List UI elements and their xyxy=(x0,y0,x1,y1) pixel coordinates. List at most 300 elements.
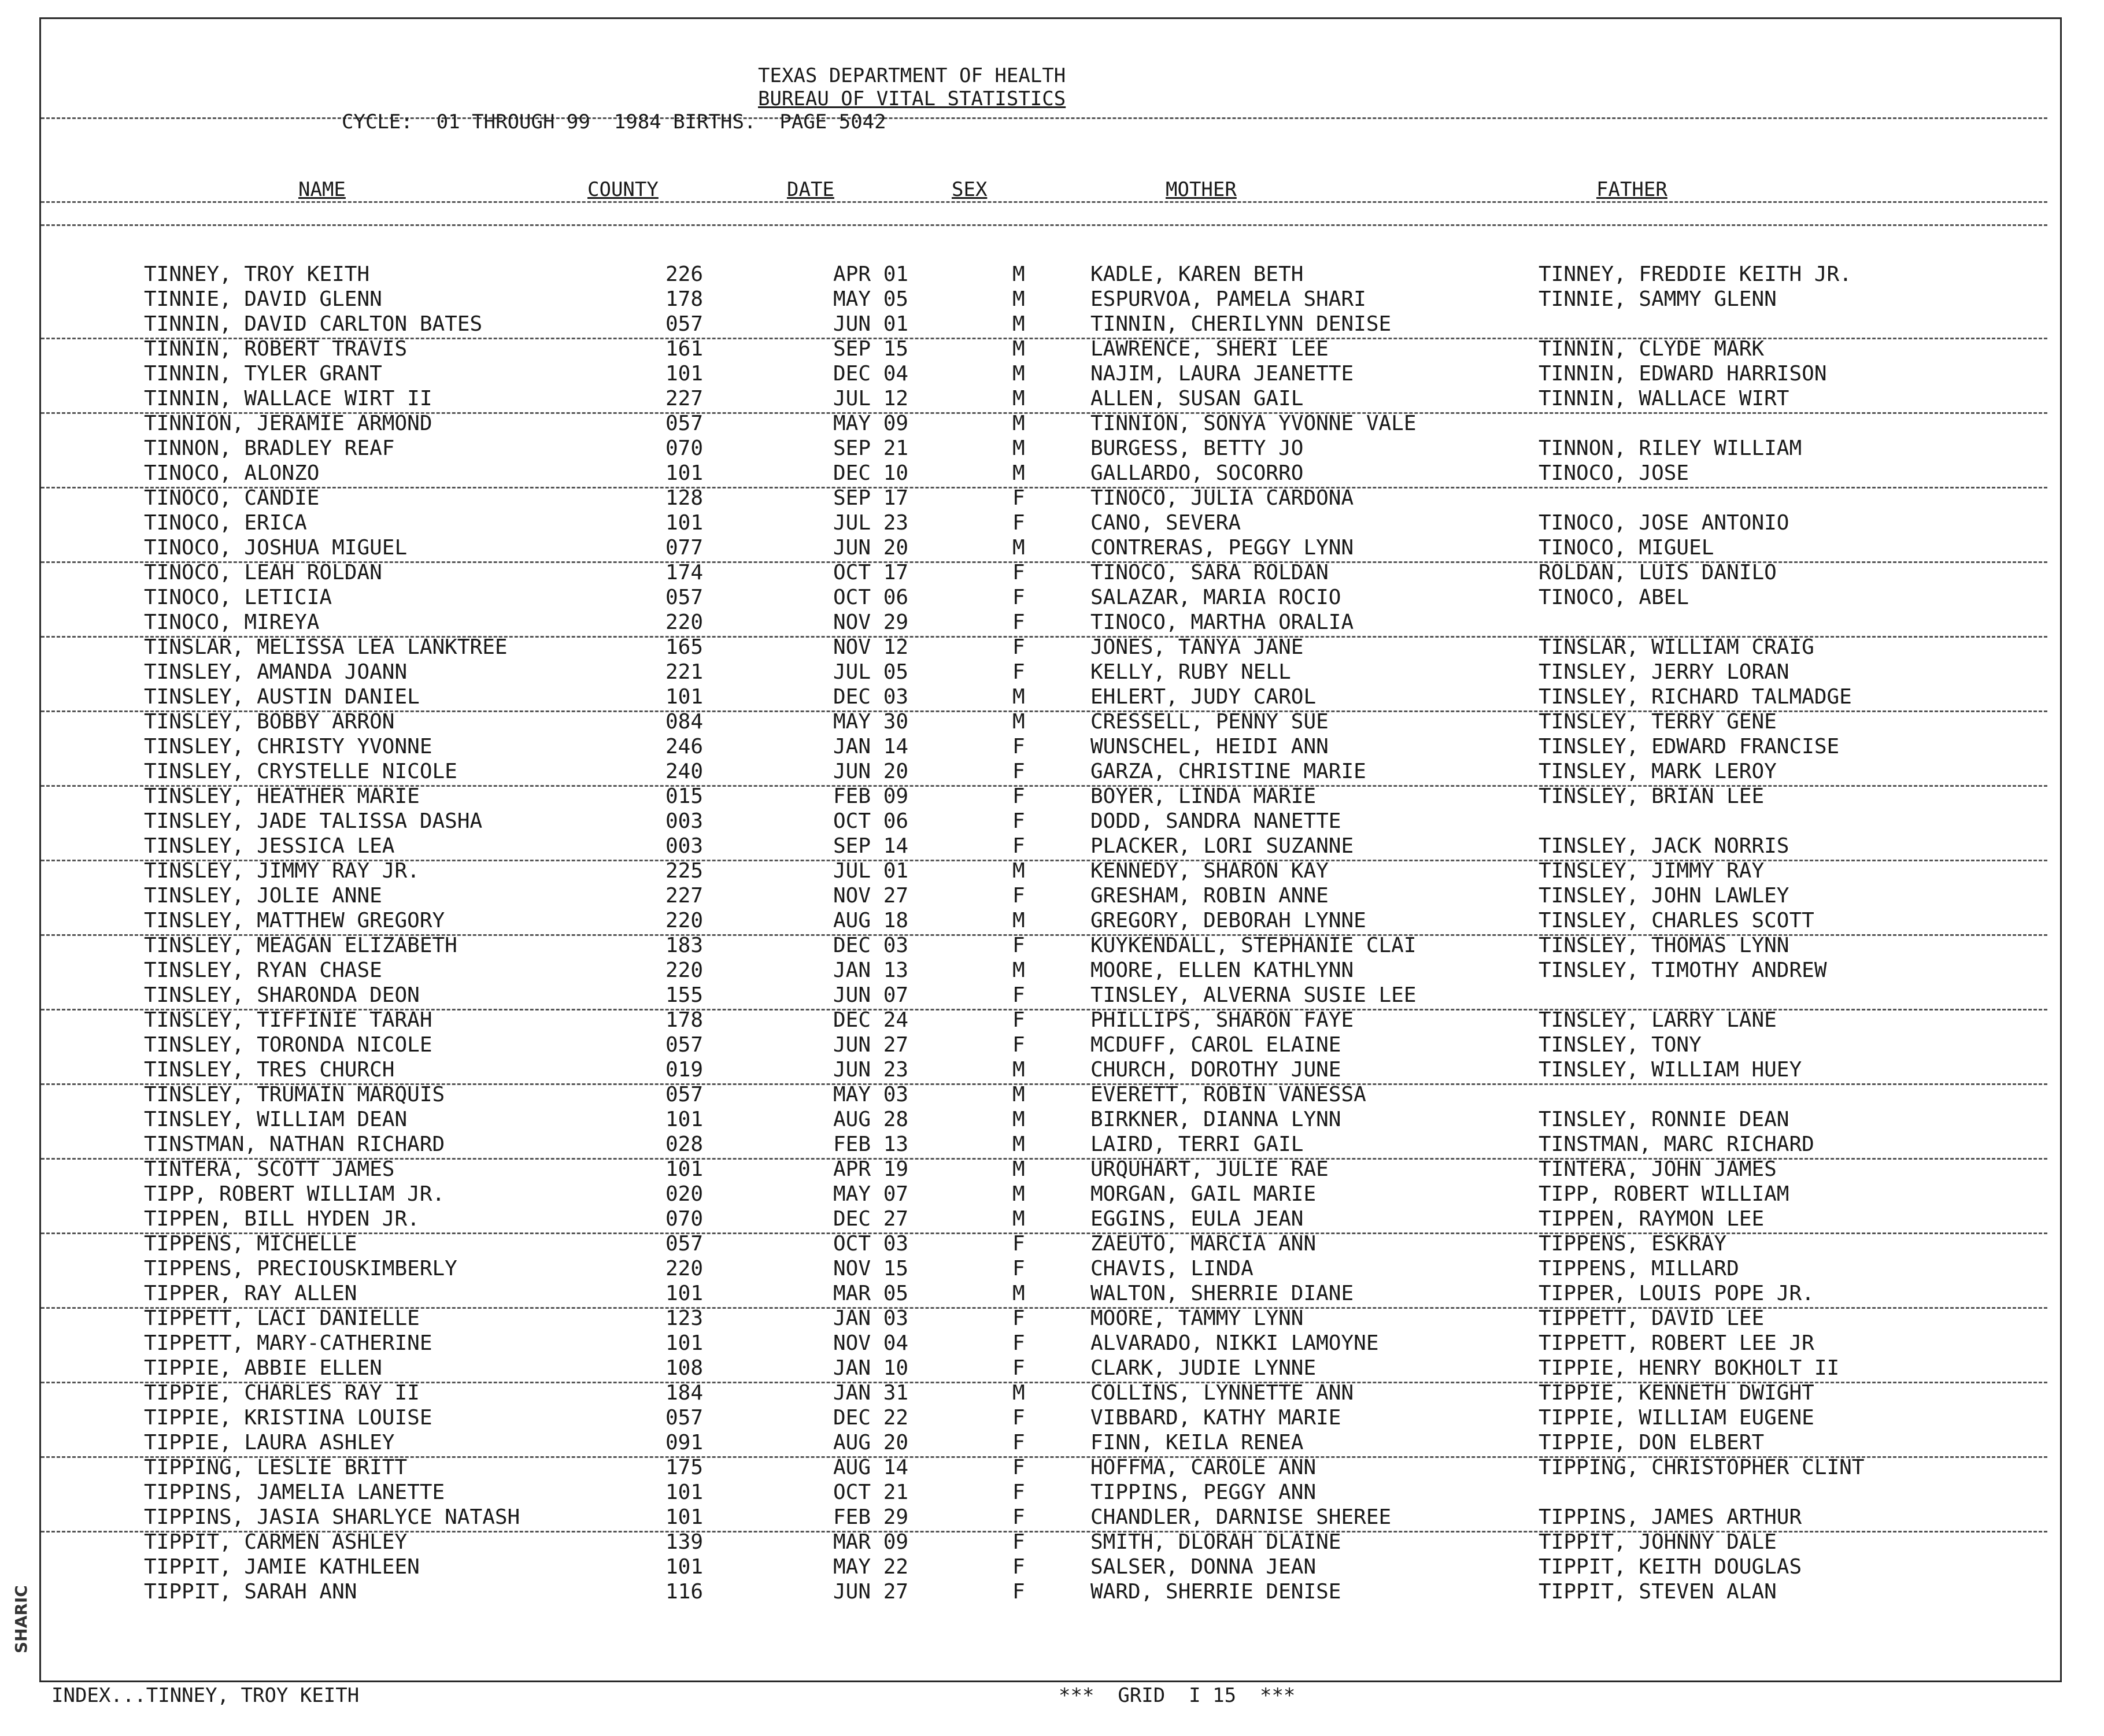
cell-county: 184 xyxy=(665,1381,704,1405)
cell-date: JUL 12 xyxy=(833,387,909,410)
column-header-rule-2 xyxy=(41,224,2047,226)
cell-name: TIPPIE, CHARLES RAY II xyxy=(144,1381,420,1405)
cell-date: MAY 30 xyxy=(833,710,909,734)
cell-mother: MOORE, TAMMY LYNN xyxy=(1090,1306,1304,1330)
cell-mother: KADLE, KAREN BETH xyxy=(1090,262,1304,286)
cell-sex: M xyxy=(1012,287,1025,311)
cell-sex: M xyxy=(1012,909,1025,932)
table-row xyxy=(41,411,2064,436)
cell-date: SEP 17 xyxy=(833,486,909,510)
cell-father: TINNEY, FREDDIE KEITH JR. xyxy=(1539,262,1852,286)
cell-sex: M xyxy=(1012,685,1025,709)
cell-county: 174 xyxy=(665,561,704,584)
cell-mother: ZAEUTO, MARCIA ANN xyxy=(1090,1232,1317,1256)
cell-name: TIPPINS, JAMELIA LANETTE xyxy=(144,1480,445,1504)
cell-name: TINSLEY, JOLIE ANNE xyxy=(144,884,382,908)
cell-date: AUG 18 xyxy=(833,909,909,932)
cell-date: APR 01 xyxy=(833,262,909,286)
cell-name: TINSLEY, CRYSTELLE NICOLE xyxy=(144,760,457,783)
cell-mother: SALAZAR, MARIA ROCIO xyxy=(1090,586,1341,609)
cell-name: TIPPENS, MICHELLE xyxy=(144,1232,357,1256)
cell-name: TINSLEY, SHARONDA DEON xyxy=(144,983,420,1007)
table-row xyxy=(41,287,2064,312)
cell-sex: F xyxy=(1012,610,1025,634)
cell-date: JUN 27 xyxy=(833,1033,909,1057)
cell-county: 091 xyxy=(665,1431,704,1454)
cell-date: JAN 14 xyxy=(833,735,909,758)
cell-county: 070 xyxy=(665,436,704,460)
cell-mother: MOORE, ELLEN KATHLYNN xyxy=(1090,958,1354,982)
column-header-county: COUNTY xyxy=(587,178,659,201)
header-agency: TEXAS DEPARTMENT OF HEALTH xyxy=(758,64,1066,87)
table-row xyxy=(41,1505,2064,1530)
cell-mother: BURGESS, BETTY JO xyxy=(1090,436,1304,460)
cell-date: FEB 29 xyxy=(833,1505,909,1529)
cell-mother: TINOCO, MARTHA ORALIA xyxy=(1090,610,1354,634)
column-header-name: NAME xyxy=(298,178,346,201)
cell-father: TINSLAR, WILLIAM CRAIG xyxy=(1539,635,1814,659)
table-row xyxy=(41,535,2064,560)
cell-date: AUG 20 xyxy=(833,1431,909,1454)
cell-sex: F xyxy=(1012,635,1025,659)
cell-father: TINNIN, WALLACE WIRT xyxy=(1539,387,1789,410)
table-row xyxy=(41,709,2064,734)
cell-name: TINSLEY, AMANDA JOANN xyxy=(144,660,408,684)
table-row xyxy=(41,1579,2064,1604)
table-row xyxy=(41,510,2064,535)
cell-sex: F xyxy=(1012,1431,1025,1454)
cell-sex: M xyxy=(1012,337,1025,361)
cell-sex: F xyxy=(1012,586,1025,609)
table-row xyxy=(41,1306,2064,1331)
column-header-date: DATE xyxy=(787,178,834,201)
cell-county: 028 xyxy=(665,1132,704,1156)
cell-date: OCT 21 xyxy=(833,1480,909,1504)
cell-sex: F xyxy=(1012,809,1025,833)
cell-county: 240 xyxy=(665,760,704,783)
cell-mother: TINOCO, SARA ROLDAN xyxy=(1090,561,1329,584)
cell-name: TINNIN, WALLACE WIRT II xyxy=(144,387,432,410)
cell-sex: M xyxy=(1012,1157,1025,1181)
cell-name: TINNIN, ROBERT TRAVIS xyxy=(144,337,408,361)
cell-name: TINOCO, ERICA xyxy=(144,511,307,535)
cell-name: TINSLEY, BOBBY ARRON xyxy=(144,710,395,734)
cell-name: TINSLEY, TRES CHURCH xyxy=(144,1058,395,1082)
cell-mother: BOYER, LINDA MARIE xyxy=(1090,784,1317,808)
table-row xyxy=(41,784,2064,809)
table-row xyxy=(41,958,2064,983)
cell-father: TINOCO, JOSE xyxy=(1539,461,1689,485)
cell-date: JUN 23 xyxy=(833,1058,909,1082)
table-row xyxy=(41,1281,2064,1306)
cell-name: TINSLEY, JESSICA LEA xyxy=(144,834,395,858)
column-header-sex: SEX xyxy=(952,178,988,201)
cell-name: TINSLEY, AUSTIN DANIEL xyxy=(144,685,420,709)
cell-sex: F xyxy=(1012,1257,1025,1280)
cell-mother: MCDUFF, CAROL ELAINE xyxy=(1090,1033,1341,1057)
cell-name: TINSLEY, JADE TALISSA DASHA xyxy=(144,809,483,833)
cell-date: AUG 28 xyxy=(833,1108,909,1131)
table-row xyxy=(41,635,2064,660)
column-header-father: FATHER xyxy=(1596,178,1667,201)
cell-mother: GRESHAM, ROBIN ANNE xyxy=(1090,884,1329,908)
cell-sex: F xyxy=(1012,1008,1025,1032)
cell-county: 101 xyxy=(665,685,704,709)
cell-father: TINSLEY, JERRY LORAN xyxy=(1539,660,1789,684)
cell-sex: F xyxy=(1012,511,1025,535)
cell-name: TINOCO, LEAH ROLDAN xyxy=(144,561,382,584)
cell-date: JUN 20 xyxy=(833,760,909,783)
cell-county: 015 xyxy=(665,784,704,808)
cell-name: TIPPIT, CARMEN ASHLEY xyxy=(144,1530,408,1554)
cell-date: JUN 07 xyxy=(833,983,909,1007)
cell-father: TIPPIE, DON ELBERT xyxy=(1539,1431,1765,1454)
cell-county: 057 xyxy=(665,312,704,336)
cell-mother: CHAVIS, LINDA xyxy=(1090,1257,1253,1280)
cell-mother: LAIRD, TERRI GAIL xyxy=(1090,1132,1304,1156)
cell-father: TINSLEY, TERRY GENE xyxy=(1539,710,1777,734)
cell-date: MAY 07 xyxy=(833,1182,909,1206)
cell-name: TINSLEY, TIFFINIE TARAH xyxy=(144,1008,432,1032)
cell-name: TINSLEY, RYAN CHASE xyxy=(144,958,382,982)
cell-date: OCT 06 xyxy=(833,809,909,833)
cell-name: TINSLEY, TORONDA NICOLE xyxy=(144,1033,432,1057)
cell-date: MAY 09 xyxy=(833,412,909,435)
cell-date: DEC 22 xyxy=(833,1406,909,1430)
cell-father: TIPPENS, MILLARD xyxy=(1539,1257,1739,1280)
cell-date: OCT 03 xyxy=(833,1232,909,1256)
cell-father: TINSLEY, WILLIAM HUEY xyxy=(1539,1058,1802,1082)
cell-mother: TINOCO, JULIA CARDONA xyxy=(1090,486,1354,510)
cell-name: TINSTMAN, NATHAN RICHARD xyxy=(144,1132,445,1156)
cell-date: NOV 04 xyxy=(833,1331,909,1355)
cell-county: 101 xyxy=(665,362,704,386)
cell-father: TINSLEY, EDWARD FRANCISE xyxy=(1539,735,1840,758)
cell-mother: TINNIN, CHERILYNN DENISE xyxy=(1090,312,1392,336)
cell-name: TIPPIE, ABBIE ELLEN xyxy=(144,1356,382,1380)
cell-father: TIPPETT, DAVID LEE xyxy=(1539,1306,1765,1330)
cell-father: TINSLEY, MARK LEROY xyxy=(1539,760,1777,783)
cell-sex: F xyxy=(1012,760,1025,783)
header-cycle: CYCLE: 01 THROUGH 99 1984 BIRTHS. PAGE 5042 xyxy=(342,110,886,134)
cell-mother: CLARK, JUDIE LYNNE xyxy=(1090,1356,1317,1380)
cell-sex: F xyxy=(1012,934,1025,957)
cell-county: 178 xyxy=(665,1008,704,1032)
cell-name: TINSLEY, HEATHER MARIE xyxy=(144,784,420,808)
cell-mother: CHURCH, DOROTHY JUNE xyxy=(1090,1058,1341,1082)
cell-mother: WUNSCHEL, HEIDI ANN xyxy=(1090,735,1329,758)
table-row xyxy=(41,610,2064,635)
cell-father: TIPPIT, KEITH DOUGLAS xyxy=(1539,1555,1802,1579)
table-row xyxy=(41,1480,2064,1505)
table-row xyxy=(41,1430,2064,1455)
cell-date: JUL 05 xyxy=(833,660,909,684)
cell-name: TIPPIE, LAURA ASHLEY xyxy=(144,1431,395,1454)
cell-date: DEC 03 xyxy=(833,685,909,709)
cell-mother: PHILLIPS, SHARON FAYE xyxy=(1090,1008,1354,1032)
cell-sex: F xyxy=(1012,1331,1025,1355)
cell-mother: CONTRERAS, PEGGY LYNN xyxy=(1090,536,1354,560)
cell-name: TIPPINS, JASIA SHARLYCE NATASH xyxy=(144,1505,520,1529)
table-row xyxy=(41,983,2064,1008)
cell-name: TINSLEY, TRUMAIN MARQUIS xyxy=(144,1083,445,1106)
cell-county: 020 xyxy=(665,1182,704,1206)
cell-sex: M xyxy=(1012,436,1025,460)
table-row xyxy=(41,809,2064,834)
cell-date: JUN 01 xyxy=(833,312,909,336)
cell-sex: F xyxy=(1012,784,1025,808)
cell-name: TINNON, BRADLEY REAF xyxy=(144,436,395,460)
cell-father: TINSLEY, BRIAN LEE xyxy=(1539,784,1765,808)
cell-sex: M xyxy=(1012,710,1025,734)
table-row xyxy=(41,883,2064,908)
cell-father: TIPPEN, RAYMON LEE xyxy=(1539,1207,1765,1231)
cell-father: TINSLEY, JIMMY RAY xyxy=(1539,859,1765,883)
cell-county: 101 xyxy=(665,1157,704,1181)
cell-sex: F xyxy=(1012,1480,1025,1504)
cell-date: OCT 06 xyxy=(833,586,909,609)
cell-date: NOV 27 xyxy=(833,884,909,908)
cell-mother: GALLARDO, SOCORRO xyxy=(1090,461,1304,485)
cell-date: MAR 09 xyxy=(833,1530,909,1554)
cell-sex: M xyxy=(1012,412,1025,435)
cell-county: 101 xyxy=(665,511,704,535)
cell-county: 101 xyxy=(665,1555,704,1579)
cell-father: TIPPENS, ESKRAY xyxy=(1539,1232,1727,1256)
cell-sex: M xyxy=(1012,1132,1025,1156)
cell-date: APR 19 xyxy=(833,1157,909,1181)
cell-county: 003 xyxy=(665,809,704,833)
cell-date: NOV 12 xyxy=(833,635,909,659)
cell-sex: F xyxy=(1012,1232,1025,1256)
cell-mother: KENNEDY, SHARON KAY xyxy=(1090,859,1329,883)
table-row xyxy=(41,1057,2064,1082)
cell-sex: F xyxy=(1012,1555,1025,1579)
cell-county: 178 xyxy=(665,287,704,311)
cell-father: TIPPIT, JOHNNY DALE xyxy=(1539,1530,1777,1554)
cell-sex: M xyxy=(1012,1207,1025,1231)
cell-county: 246 xyxy=(665,735,704,758)
cell-sex: M xyxy=(1012,1282,1025,1305)
cell-county: 227 xyxy=(665,387,704,410)
cell-date: SEP 14 xyxy=(833,834,909,858)
cell-county: 175 xyxy=(665,1456,704,1479)
table-row xyxy=(41,1356,2064,1380)
cell-county: 221 xyxy=(665,660,704,684)
table-row xyxy=(41,858,2064,883)
table-row xyxy=(41,1455,2064,1480)
cell-father: TIPPIE, KENNETH DWIGHT xyxy=(1539,1381,1814,1405)
cell-sex: F xyxy=(1012,660,1025,684)
table-row xyxy=(41,933,2064,958)
cell-date: MAY 05 xyxy=(833,287,909,311)
cell-mother: GREGORY, DEBORAH LYNNE xyxy=(1090,909,1366,932)
cell-mother: SALSER, DONNA JEAN xyxy=(1090,1555,1317,1579)
cell-father: ROLDAN, LUIS DANILO xyxy=(1539,561,1777,584)
cell-county: 220 xyxy=(665,909,704,932)
cell-sex: M xyxy=(1012,362,1025,386)
cell-county: 057 xyxy=(665,1083,704,1106)
table-row xyxy=(41,1107,2064,1132)
cell-name: TINNION, JERAMIE ARMOND xyxy=(144,412,432,435)
cell-date: SEP 15 xyxy=(833,337,909,361)
cell-sex: F xyxy=(1012,1406,1025,1430)
cell-county: 108 xyxy=(665,1356,704,1380)
cell-county: 003 xyxy=(665,834,704,858)
cell-father: TIPPIT, STEVEN ALAN xyxy=(1539,1580,1777,1604)
cell-father: TIPPIE, HENRY BOKHOLT II xyxy=(1539,1356,1840,1380)
cell-county: 161 xyxy=(665,337,704,361)
cell-mother: COLLINS, LYNNETTE ANN xyxy=(1090,1381,1354,1405)
cell-father: TINTERA, JOHN JAMES xyxy=(1539,1157,1777,1181)
cell-father: TINSLEY, CHARLES SCOTT xyxy=(1539,909,1814,932)
cell-sex: F xyxy=(1012,834,1025,858)
footer-grid: *** GRID I 15 *** xyxy=(1059,1684,1296,1707)
cell-mother: PLACKER, LORI SUZANNE xyxy=(1090,834,1354,858)
cell-sex: M xyxy=(1012,262,1025,286)
cell-sex: M xyxy=(1012,859,1025,883)
cell-county: 057 xyxy=(665,586,704,609)
table-row xyxy=(41,1032,2064,1057)
printout-frame xyxy=(39,17,2062,1707)
cell-name: TINOCO, ALONZO xyxy=(144,461,320,485)
cell-mother: KELLY, RUBY NELL xyxy=(1090,660,1291,684)
table-row xyxy=(41,1008,2064,1032)
footer-index: INDEX...TINNEY, TROY KEITH xyxy=(51,1684,360,1707)
cell-name: TINOCO, CANDIE xyxy=(144,486,320,510)
cell-sex: F xyxy=(1012,1456,1025,1479)
cell-sex: F xyxy=(1012,735,1025,758)
cell-father: TINOCO, JOSE ANTONIO xyxy=(1539,511,1789,535)
cell-sex: F xyxy=(1012,561,1025,584)
cell-sex: F xyxy=(1012,486,1025,510)
cell-name: TINSLEY, CHRISTY YVONNE xyxy=(144,735,432,758)
cell-date: JAN 31 xyxy=(833,1381,909,1405)
cell-name: TIPPEN, BILL HYDEN JR. xyxy=(144,1207,420,1231)
table-row xyxy=(41,461,2064,486)
table-row xyxy=(41,1132,2064,1157)
cell-mother: EVERETT, ROBIN VANESSA xyxy=(1090,1083,1366,1106)
table-row xyxy=(41,1331,2064,1356)
cell-mother: CRESSELL, PENNY SUE xyxy=(1090,710,1329,734)
cell-date: DEC 03 xyxy=(833,934,909,957)
cell-name: TINNIN, DAVID CARLTON BATES xyxy=(144,312,483,336)
table-row xyxy=(41,386,2064,411)
cell-date: MAY 22 xyxy=(833,1555,909,1579)
cell-county: 019 xyxy=(665,1058,704,1082)
cell-sex: M xyxy=(1012,387,1025,410)
cell-sex: M xyxy=(1012,536,1025,560)
cell-mother: URQUHART, JULIE RAE xyxy=(1090,1157,1329,1181)
cell-name: TINSLEY, JIMMY RAY JR. xyxy=(144,859,420,883)
cell-county: 123 xyxy=(665,1306,704,1330)
cell-mother: TINSLEY, ALVERNA SUSIE LEE xyxy=(1090,983,1417,1007)
cell-father: TINSLEY, TIMOTHY ANDREW xyxy=(1539,958,1827,982)
cell-date: OCT 17 xyxy=(833,561,909,584)
cell-mother: NAJIM, LAURA JEANETTE xyxy=(1090,362,1354,386)
cell-date: DEC 27 xyxy=(833,1207,909,1231)
cell-sex: F xyxy=(1012,1530,1025,1554)
cell-sex: F xyxy=(1012,1356,1025,1380)
table-row xyxy=(41,312,2064,336)
cell-sex: F xyxy=(1012,1505,1025,1529)
cell-date: MAR 05 xyxy=(833,1282,909,1305)
cell-county: 183 xyxy=(665,934,704,957)
cell-date: FEB 09 xyxy=(833,784,909,808)
cell-name: TIPPENS, PRECIOUSKIMBERLY xyxy=(144,1257,457,1280)
table-row xyxy=(41,1082,2064,1107)
cell-mother: BIRKNER, DIANNA LYNN xyxy=(1090,1108,1341,1131)
cell-county: 128 xyxy=(665,486,704,510)
cell-mother: ESPURVOA, PAMELA SHARI xyxy=(1090,287,1366,311)
cell-county: 220 xyxy=(665,610,704,634)
cell-name: TINOCO, JOSHUA MIGUEL xyxy=(144,536,408,560)
table-row xyxy=(41,734,2064,759)
cell-county: 057 xyxy=(665,1033,704,1057)
cell-name: TIPPETT, MARY-CATHERINE xyxy=(144,1331,432,1355)
cell-mother: EHLERT, JUDY CAROL xyxy=(1090,685,1317,709)
table-row xyxy=(41,436,2064,461)
cell-mother: CANO, SEVERA xyxy=(1090,511,1241,535)
cell-sex: M xyxy=(1012,1182,1025,1206)
cell-date: JUN 20 xyxy=(833,536,909,560)
cell-mother: LAWRENCE, SHERI LEE xyxy=(1090,337,1329,361)
cell-mother: TIPPINS, PEGGY ANN xyxy=(1090,1480,1317,1504)
cell-mother: CHANDLER, DARNISE SHEREE xyxy=(1090,1505,1392,1529)
cell-mother: MORGAN, GAIL MARIE xyxy=(1090,1182,1317,1206)
cell-date: DEC 24 xyxy=(833,1008,909,1032)
cell-date: MAY 03 xyxy=(833,1083,909,1106)
table-row xyxy=(41,262,2064,287)
cell-county: 225 xyxy=(665,859,704,883)
cell-county: 070 xyxy=(665,1207,704,1231)
cell-mother: WARD, SHERRIE DENISE xyxy=(1090,1580,1341,1604)
table-row xyxy=(41,1231,2064,1256)
cell-sex: M xyxy=(1012,1381,1025,1405)
cell-date: JAN 03 xyxy=(833,1306,909,1330)
cell-father: TINSLEY, RONNIE DEAN xyxy=(1539,1108,1789,1131)
cell-date: JUL 23 xyxy=(833,511,909,535)
table-row xyxy=(41,660,2064,684)
cell-father: TINSLEY, LARRY LANE xyxy=(1539,1008,1777,1032)
cell-sex: M xyxy=(1012,1083,1025,1106)
table-row xyxy=(41,1157,2064,1182)
cell-name: TIPPER, RAY ALLEN xyxy=(144,1282,357,1305)
cell-name: TINNIE, DAVID GLENN xyxy=(144,287,382,311)
cell-county: 101 xyxy=(665,461,704,485)
cell-father: TINSLEY, JOHN LAWLEY xyxy=(1539,884,1789,908)
cell-sex: F xyxy=(1012,884,1025,908)
cell-county: 101 xyxy=(665,1331,704,1355)
cell-county: 057 xyxy=(665,412,704,435)
cell-name: TINSLEY, MEAGAN ELIZABETH xyxy=(144,934,457,957)
cell-name: TINNIN, TYLER GRANT xyxy=(144,362,382,386)
cell-date: FEB 13 xyxy=(833,1132,909,1156)
cell-mother: TINNION, SONYA YVONNE VALE xyxy=(1090,412,1417,435)
table-row xyxy=(41,1380,2064,1405)
cell-father: TIPPING, CHRISTOPHER CLINT xyxy=(1539,1456,1865,1479)
cell-mother: ALLEN, SUSAN GAIL xyxy=(1090,387,1304,410)
cell-mother: SMITH, DLORAH DLAINE xyxy=(1090,1530,1341,1554)
cell-county: 057 xyxy=(665,1406,704,1430)
cell-date: AUG 14 xyxy=(833,1456,909,1479)
cell-sex: F xyxy=(1012,1033,1025,1057)
cell-date: JAN 13 xyxy=(833,958,909,982)
cell-date: JUN 27 xyxy=(833,1580,909,1604)
cell-mother: JONES, TANYA JANE xyxy=(1090,635,1304,659)
table-row xyxy=(41,684,2064,709)
cell-sex: M xyxy=(1012,1058,1025,1082)
